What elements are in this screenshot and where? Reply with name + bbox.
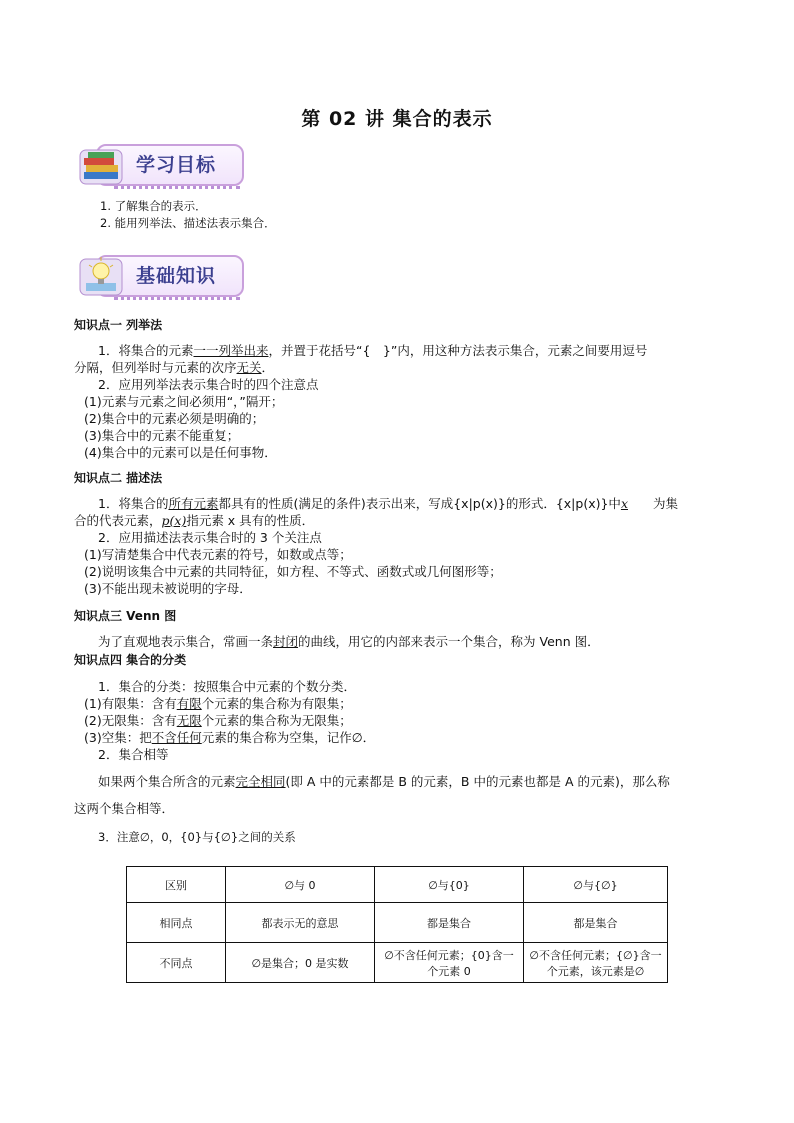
table-row	[127, 943, 668, 983]
text: 如果两个集合所含的元素	[98, 774, 236, 789]
books-icon	[74, 142, 134, 188]
banner-basic-knowledge	[74, 253, 242, 301]
banner-goal-label: 学习目标	[136, 154, 217, 176]
table-cell: ∅与 0	[226, 867, 375, 903]
kp1-item: (4)集合中的元素可以是任何事物．	[84, 445, 277, 460]
comparison-table	[126, 866, 668, 983]
kp2-item: (1)写清楚集合中代表元素的符号，如数或点等；	[84, 547, 352, 562]
goal-list	[74, 198, 750, 232]
section-kp1	[74, 317, 724, 461]
kp2-item: (3)不能出现未被说明的字母．	[84, 581, 252, 596]
kp4-paragraph-3	[74, 773, 724, 790]
text: ，并置于花括号“{ }”内，用这种方法表示集合，元素之间要用逗号	[268, 343, 648, 358]
goal-item: 2. 能用列举法、描述法表示集合．	[100, 216, 276, 230]
text: 分隔，但列举时与元素的次序	[74, 360, 237, 375]
kp4-paragraph-3-cont: 这两个集合相等．	[74, 801, 175, 816]
section-kp3	[74, 608, 724, 650]
text: 为了直观地表示集合，常画一条	[98, 634, 274, 649]
kp2-heading: 知识点二 描述法	[74, 471, 163, 485]
kp4-item	[74, 712, 724, 729]
text: 的曲线，用它的内部来表示一个集合，称为 Venn 图．	[298, 634, 600, 649]
table-header-row	[127, 867, 668, 903]
kp2-paragraph-1	[74, 495, 724, 512]
underlined-text: 一一列举出来	[193, 343, 269, 358]
text: ．	[261, 360, 275, 375]
table-row	[127, 903, 668, 943]
underlined-text: 不含任何	[151, 730, 202, 745]
text: 个元素的集合称为无限集；	[201, 713, 352, 728]
kp2-item: (2)说明该集合中元素的共同特征，如方程、不等式、函数式或几何图形等；	[84, 564, 502, 579]
text: 指元素 x 具有的性质．	[186, 513, 315, 528]
kp4-paragraph-4: 3．注意∅，0，{0}与{∅}之间的关系	[98, 830, 296, 844]
table-cell: 都是集合	[524, 903, 668, 943]
table-cell: ∅是集合；0 是实数	[226, 943, 375, 983]
text: (1)有限集：含有	[84, 696, 177, 711]
kp4-item	[74, 729, 724, 746]
kp4-item	[74, 695, 724, 712]
underlined-text: 所有元素	[168, 496, 219, 511]
text: 合的代表元素，	[74, 513, 162, 528]
underlined-text: x	[620, 496, 628, 511]
table-cell: ∅与{0}	[375, 867, 524, 903]
kp1-item: (2)集合中的元素必须是明确的；	[84, 411, 265, 426]
kp1-heading: 知识点一 列举法	[74, 318, 163, 332]
kp1-paragraph-1-cont	[74, 359, 724, 376]
text: (3)空集：把	[84, 730, 152, 745]
text: 元素的集合称为空集，记作∅．	[201, 730, 376, 745]
underlined-text: 完全相同	[235, 774, 286, 789]
kp1-paragraph-1	[74, 342, 724, 359]
section-kp2	[74, 470, 724, 597]
table-cell: 区别	[127, 867, 226, 903]
table-cell: 都是集合	[375, 903, 524, 943]
underlined-text: p(x)	[161, 513, 187, 528]
kp2-paragraph-2: 2．应用描述法表示集合时的 3 个关注点	[98, 530, 322, 545]
text: (即 A 中的元素都是 B 的元素，B 中的元素也都是 A 的元素)，那么称	[285, 774, 670, 789]
kp3-paragraph-1	[74, 633, 724, 650]
banner-basic-label: 基础知识	[136, 265, 217, 287]
underlined-text: 有限	[176, 696, 202, 711]
kp2-paragraph-1-cont	[74, 512, 724, 529]
kp4-paragraph-2: 2．集合相等	[98, 747, 169, 762]
kp4-paragraph-1: 1．集合的分类：按照集合中元素的个数分类．	[98, 679, 356, 694]
table-cell: ∅不含任何元素；{0}含一个元素 0	[375, 943, 524, 983]
text: (2)无限集：含有	[84, 713, 177, 728]
text: 1．将集合的元素	[98, 343, 194, 358]
underlined-text: 无限	[176, 713, 202, 728]
kp3-heading: 知识点三 Venn 图	[74, 609, 177, 623]
kp1-item: (3)集合中的元素不能重复；	[84, 428, 240, 443]
table-cell: ∅与{∅}	[524, 867, 668, 903]
kp1-paragraph-2: 2．应用列举法表示集合时的四个注意点	[98, 377, 319, 392]
goal-item: 1. 了解集合的表示．	[100, 199, 207, 213]
section-kp4	[74, 652, 724, 846]
underlined-text: 无关	[236, 360, 262, 375]
page-title: 第 02 讲 集合的表示	[301, 108, 493, 130]
underlined-text: 封闭	[273, 634, 299, 649]
table-cell: ∅不含任何元素；{∅}含一个元素，该元素是∅	[524, 943, 668, 983]
kp1-item: (1)元素与元素之间必须用“，”隔开；	[84, 394, 284, 409]
table-cell: 相同点	[127, 903, 226, 943]
text: 个元素的集合称为有限集；	[201, 696, 352, 711]
table-cell: 不同点	[127, 943, 226, 983]
text: 1．将集合的	[98, 496, 169, 511]
text: 为集	[653, 496, 679, 511]
table-cell: 都表示无的意思	[226, 903, 375, 943]
lightbulb-icon	[74, 253, 134, 299]
text: 都具有的性质(满足的条件)表示出来，写成{x|p(x)}的形式．{x|p(x)}中	[218, 496, 621, 511]
kp4-heading: 知识点四 集合的分类	[74, 653, 187, 667]
banner-learning-goals	[74, 142, 242, 190]
